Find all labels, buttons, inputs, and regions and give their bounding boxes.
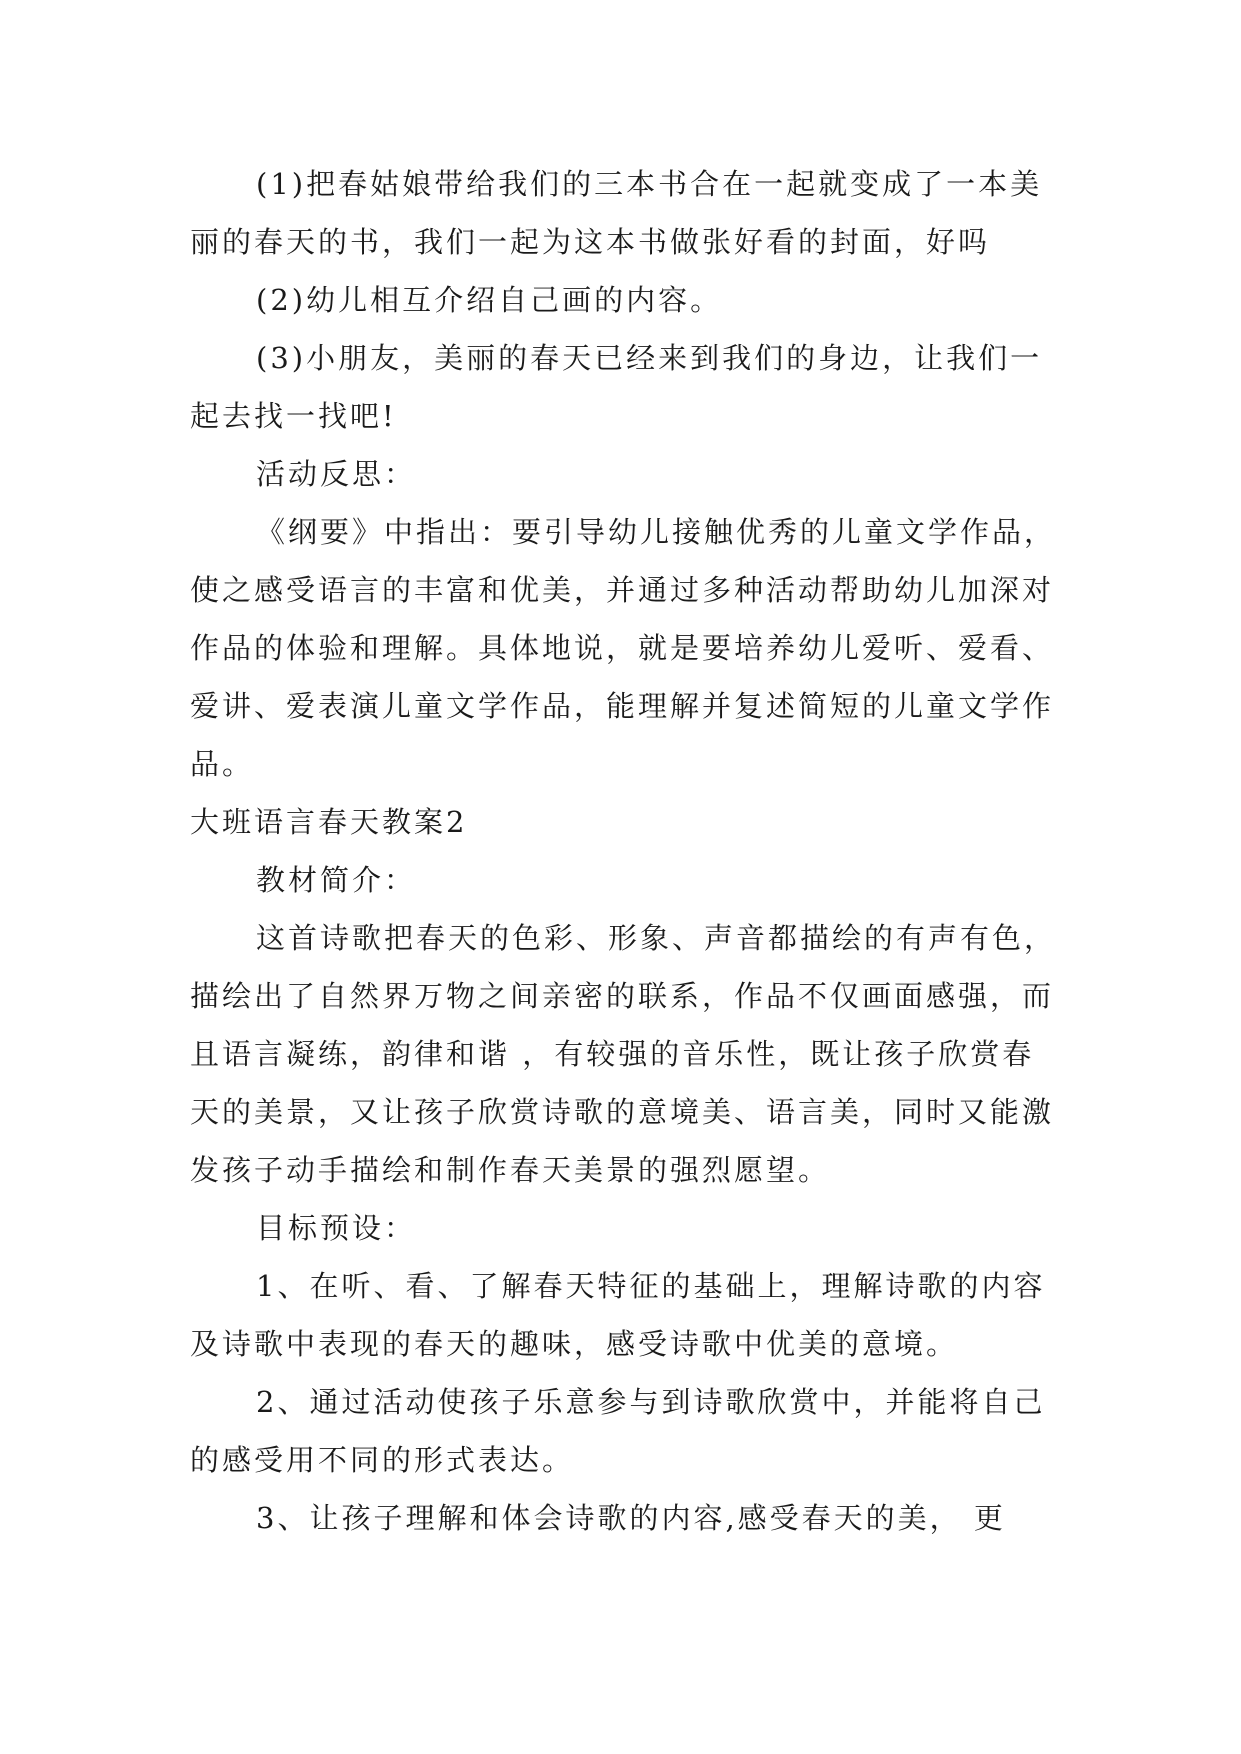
paragraph-goal-2: 2、通过活动使孩子乐意参与到诗歌欣赏中，并能将自己的感受用不同的形式表达。	[190, 1385, 1046, 1477]
paragraph-goal-3: 3、让孩子理解和体会诗歌的内容,感受春天的美， 更	[256, 1501, 1006, 1535]
paragraph-step-2: (2)幼儿相互介绍自己画的内容。	[256, 283, 723, 317]
paragraph-step-1: (1)把春姑娘带给我们的三本书合在一起就变成了一本美丽的春天的书，我们一起为这本书做张好看的封面，好吗	[190, 167, 1043, 259]
paragraph-goal-1: 1、在听、看、了解春天特征的基础上，理解诗歌的内容及诗歌中表现的春天的趣味，感受诗歌中优美的意境。	[190, 1269, 1046, 1361]
paragraph-reflection: 《纲要》中指出：要引导幼儿接触优秀的儿童文学作品，使之感受语言的丰富和优美，并通过多种活动帮助幼儿加深对作品的体验和理解。具体地说，就是要培养幼儿爱听、爱看、爱讲、爱表演儿童文学作品，能理解并复述简短的儿童文学作品。	[190, 515, 1057, 781]
section-label-reflection: 活动反思：	[256, 457, 417, 491]
paragraph-step-3: (3)小朋友，美丽的春天已经来到我们的身边，让我们一起去找一找吧!	[190, 341, 1043, 433]
section-label-material: 教材简介：	[256, 863, 417, 897]
paragraph-material: 这首诗歌把春天的色彩、形象、声音都描绘的有声有色，描绘出了自然界万物之间亲密的联系，作品不仅画面感强，而且语言凝练，韵律和谐 ，有较强的音乐性，既让孩子欣赏春天的美景，又让孩子欣赏诗歌的意境美、语言美，同时又能激发孩子动手描绘和制作春天美景的强烈愿望。	[190, 921, 1057, 1187]
document-body	[190, 155, 1060, 1547]
lesson-plan-title: 大班语言春天教案2	[190, 805, 468, 839]
section-label-goals: 目标预设：	[256, 1211, 417, 1245]
